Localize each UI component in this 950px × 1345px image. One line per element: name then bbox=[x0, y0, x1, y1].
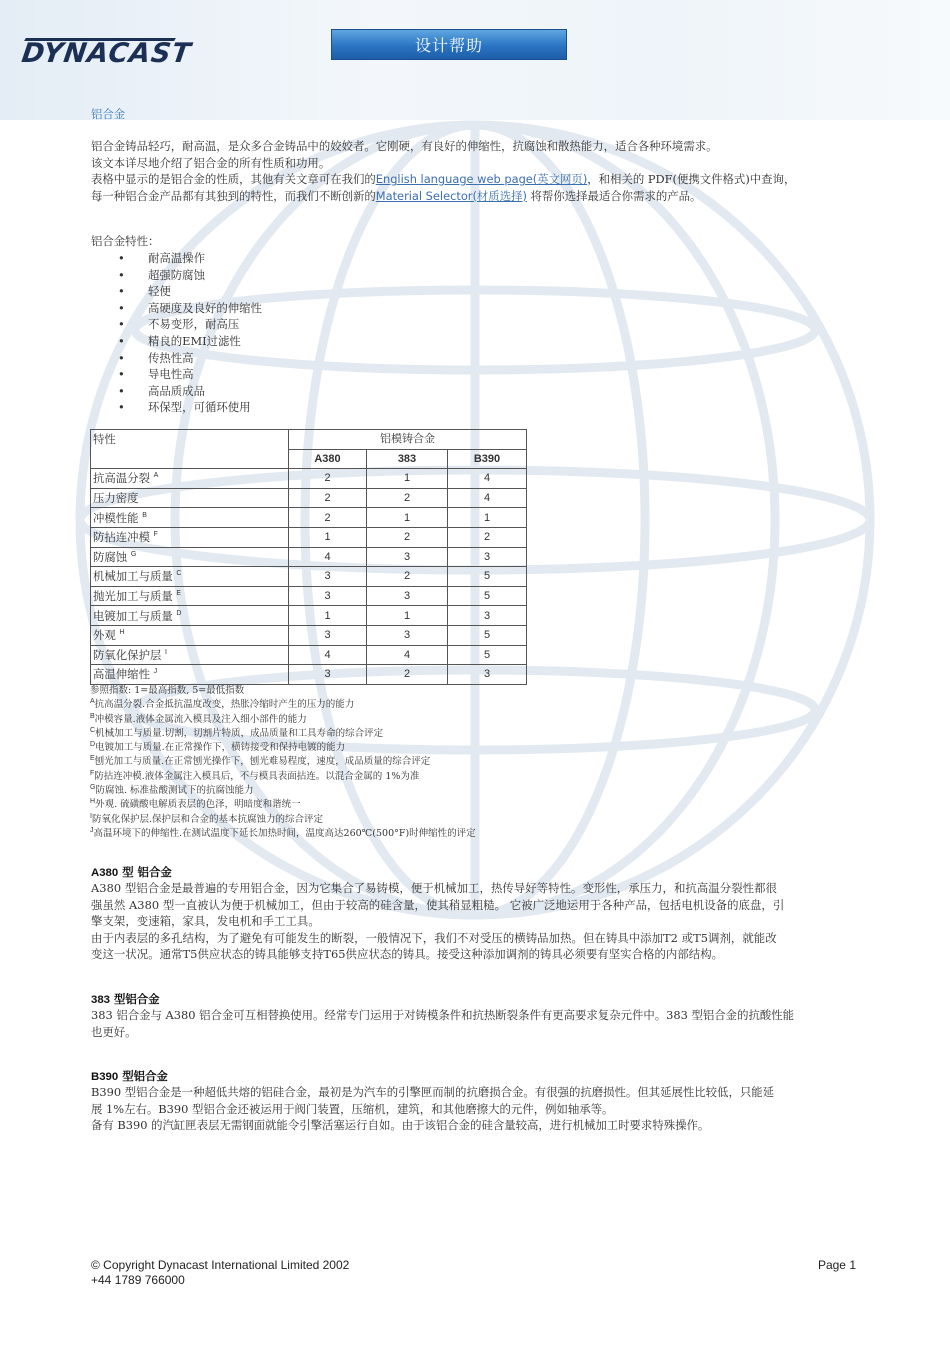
table-cell: 3 bbox=[289, 665, 367, 685]
table-header-alloy: B390 bbox=[448, 449, 527, 469]
footnote: $^D$电镀加工与质量.在正常操作下，横铸接受和保持电镀的能力 bbox=[90, 741, 346, 754]
table-cell: 4 bbox=[289, 645, 367, 665]
intro-line: 每一种铝合金产品都有其独到的特性，而我们不断创新的Material Selector(材质选择) 将帮你选择最适合你需求的产品。 bbox=[91, 188, 702, 203]
property-item: • 环保型，可循环使用 bbox=[118, 399, 262, 416]
table-row bbox=[91, 665, 527, 685]
footnote: $^J$高温环境下的伸缩性.在测试温度下延长加热时间，温度高达260℃(500°F)时伸缩性的评定 bbox=[90, 826, 476, 839]
table-cell: 3 bbox=[367, 625, 448, 645]
table-cell: 2 bbox=[448, 527, 527, 547]
row-label: 防氧化保护层 $^I$ bbox=[91, 645, 289, 665]
footnote: $^G$防腐蚀. 标准盐酸测试下的抗腐蚀能力 bbox=[90, 783, 254, 797]
table-row bbox=[91, 508, 527, 528]
property-item: • 高硬度及良好的伸缩性 bbox=[118, 300, 262, 317]
breadcrumb: 铝合金 bbox=[91, 107, 126, 121]
property-item: • 导电性高 bbox=[118, 366, 262, 383]
table-cell: 4 bbox=[289, 547, 367, 567]
table-cell: 2 bbox=[289, 488, 367, 508]
dynacast-logo[interactable]: DYNACAST bbox=[19, 38, 194, 69]
table-cell: 1 bbox=[289, 527, 367, 547]
table-cell: 2 bbox=[367, 665, 448, 685]
row-label: 冲模性能 $^B$ bbox=[91, 508, 289, 528]
property-item: • 耐高温操作 bbox=[118, 250, 262, 267]
section-line: 强虽然 A380 型一直被认为便于机械加工，但由于较高的硅含量，使其稍显粗糙。 它被广泛地运用于各种产品，包括电机设备的底盘，引 bbox=[91, 897, 785, 912]
row-label: 抛光加工与质量 $^E$ bbox=[91, 586, 289, 606]
section-line: 变这一状况。通常T5供应状态的铸具能够支持T65供应状态的铸具。接受这种添加调剂的铸具必须要有坚实合格的内部结构。 bbox=[91, 947, 724, 962]
table-row bbox=[91, 625, 527, 645]
section-line: 备有 B390 的汽缸匣表层无需钢面就能令引擎活塞运行自如。由于该铝合金的硅含量较高，进行机械加工时要求特殊操作。 bbox=[91, 1118, 710, 1133]
property-item: • 高品质成品 bbox=[118, 383, 262, 400]
property-item: • 不易变形，耐高压 bbox=[118, 316, 262, 333]
section-line: 展 1%左右。B390 型铝合金还被运用于阀门装置，压缩机，建筑，和其他磨擦大的元件，例如轴承等。 bbox=[91, 1101, 614, 1116]
table-cell: 2 bbox=[367, 567, 448, 587]
table-row bbox=[91, 469, 527, 489]
scale-note: 参照指数: 1=最高指数, 5=最低指数 bbox=[90, 685, 245, 696]
table-header-alloy: 383 bbox=[367, 449, 448, 469]
table-cell: 1 bbox=[367, 469, 448, 489]
row-label: 抗高温分裂 $^A$ bbox=[91, 469, 289, 489]
table-cell: 5 bbox=[448, 625, 527, 645]
footnote: $^F$防拈连冲模.液体金属注入模具后，不与模具表面拈连。以混合金属的 1%为准 bbox=[90, 769, 420, 782]
table-row bbox=[91, 567, 527, 587]
table-cell: 1 bbox=[448, 508, 527, 528]
section-body-b390 bbox=[91, 1084, 861, 1134]
table-row bbox=[91, 606, 527, 626]
row-label: 防拈连冲模 $^F$ bbox=[91, 527, 289, 547]
table-cell: 4 bbox=[448, 469, 527, 489]
intro-line: 表格中显示的是铝合金的性质，其他有关文章可在我们的English language web page(英文网页)，和相关的 PDF(便携文件格式)中查询， bbox=[91, 172, 796, 187]
properties-title: 铝合金特性： bbox=[91, 234, 160, 248]
table-cell: 3 bbox=[448, 547, 527, 567]
table-cell: 1 bbox=[367, 606, 448, 626]
table-header-group: 铝模铸合金 bbox=[289, 430, 527, 450]
row-label: 防腐蚀 $^G$ bbox=[91, 547, 289, 567]
table-cell: 3 bbox=[289, 625, 367, 645]
table-cell: 1 bbox=[289, 606, 367, 626]
material-selector-link[interactable]: Material Selector(材质选择) bbox=[375, 188, 527, 203]
row-label: 机械加工与质量 $^C$ bbox=[91, 567, 289, 587]
table-row bbox=[91, 547, 527, 567]
table-cell: 1 bbox=[367, 508, 448, 528]
table-cell: 3 bbox=[367, 586, 448, 606]
table-cell: 5 bbox=[448, 586, 527, 606]
row-label: 外观 $^H$ bbox=[91, 625, 289, 645]
table-header-alloy: A380 bbox=[289, 449, 367, 469]
property-item: • 轻便 bbox=[118, 283, 262, 300]
page-footer bbox=[91, 1258, 856, 1288]
table-row bbox=[91, 586, 527, 606]
section-line: 也更好。 bbox=[91, 1024, 137, 1039]
table-cell: 5 bbox=[448, 567, 527, 587]
property-item: • 超强防腐蚀 bbox=[118, 267, 262, 284]
copyright-text: © Copyright Dynacast International Limited 2002 bbox=[91, 1258, 350, 1272]
table-row bbox=[91, 645, 527, 665]
properties-list bbox=[118, 250, 262, 416]
table-cell: 3 bbox=[289, 586, 367, 606]
page-number: Page 1 bbox=[817, 1258, 856, 1272]
table-cell: 4 bbox=[367, 645, 448, 665]
english-page-link[interactable]: English language web page(英文网页) bbox=[375, 172, 588, 187]
table-cell: 3 bbox=[448, 606, 527, 626]
table-cell: 2 bbox=[367, 488, 448, 508]
section-line: B390 型铝合金是一种超低共熔的铝硅合金，最初是为汽车的引擎匣而制的抗磨损合金。有很强的抗磨损性。但其延展性比较低，只能延 bbox=[91, 1085, 775, 1099]
table-cell: 3 bbox=[448, 665, 527, 685]
table-cell: 3 bbox=[289, 567, 367, 587]
footnote: $^H$外观. 硫磺酸电解质表层的色泽，明暗度和谐统一 bbox=[90, 798, 301, 811]
section-line: 由于内表层的多孔结构，为了避免有可能发生的断裂，一般情况下，我们不对受压的横铸品加热。但在铸具中添加T2 或T5调剂，就能改 bbox=[91, 930, 777, 945]
table-cell: 2 bbox=[289, 469, 367, 489]
section-body-a380 bbox=[91, 880, 861, 963]
table-row bbox=[91, 527, 527, 547]
section-heading-a380: A380 型 铝合金 bbox=[91, 865, 172, 879]
section-heading-383: 383 型铝合金 bbox=[91, 992, 160, 1006]
table-header-property: 特性 bbox=[91, 430, 289, 469]
section-heading-b390: B390 型铝合金 bbox=[91, 1069, 168, 1083]
table-cell: 4 bbox=[448, 488, 527, 508]
section-line: A380 型铝合金是最普遍的专用铝合金，因为它集合了易铸模，便于机械加工，热传导好等特性。变形性，承压力，和抗高温分裂性都很 bbox=[91, 881, 777, 895]
footnote: $^E$刨光加工与质量.在正常刨光操作下，刨光难易程度，速度，成品质量的综合评定 bbox=[90, 755, 431, 768]
footnote: $^B$冲模容量.液体金属流入模具及注入细小部件的能力 bbox=[90, 712, 307, 725]
table-notes bbox=[90, 684, 476, 841]
property-item: • 传热性高 bbox=[118, 350, 262, 367]
intro-paragraph bbox=[91, 138, 861, 204]
table-cell: 2 bbox=[367, 527, 448, 547]
intro-line: 该文本详尽地介绍了铝合金的所有性质和功用。 bbox=[91, 155, 331, 170]
row-label: 压力密度 bbox=[91, 488, 289, 508]
page-banner-title: 设计帮助 bbox=[331, 29, 567, 60]
table-row bbox=[91, 488, 527, 508]
intro-line: 铝合金铸品轻巧，耐高温，是众多合金铸品中的姣姣者。它刚硬，有良好的伸缩性，抗腐蚀和散热能力，适合各种环境需求。 bbox=[91, 139, 718, 153]
table-cell: 2 bbox=[289, 508, 367, 528]
phone-number: +44 1789 766000 bbox=[91, 1273, 185, 1287]
footnote: $^A$抗高温分裂.合金抵抗温度改变，热胀冷缩时产生的压力的能力 bbox=[90, 698, 355, 711]
alloy-properties-table bbox=[90, 429, 527, 685]
row-label: 电镀加工与质量 $^D$ bbox=[91, 606, 289, 626]
row-label: 高温伸缩性 $^J$ bbox=[91, 665, 289, 685]
footnote: $^C$机械加工与质量.切割，切割片特质，成品质量和工具寿命的综合评定 bbox=[90, 726, 384, 739]
section-line: 擎支架，变速箱，家具，发电机和手工工具。 bbox=[91, 914, 320, 929]
table-cell: 5 bbox=[448, 645, 527, 665]
footnote: $^I$防氧化保护层.保护层和合金的基本抗腐蚀力的综合评定 bbox=[90, 812, 323, 825]
section-body-383 bbox=[91, 1007, 861, 1040]
section-line: 383 铝合金与 A380 铝合金可互相替换使用。经常专门运用于对铸模条件和抗热断裂条件有更高要求复杂元件中。383 型铝合金的抗酸性能 bbox=[91, 1008, 795, 1022]
table-cell: 3 bbox=[367, 547, 448, 567]
property-item: • 精良的EMI过滤性 bbox=[118, 333, 262, 350]
